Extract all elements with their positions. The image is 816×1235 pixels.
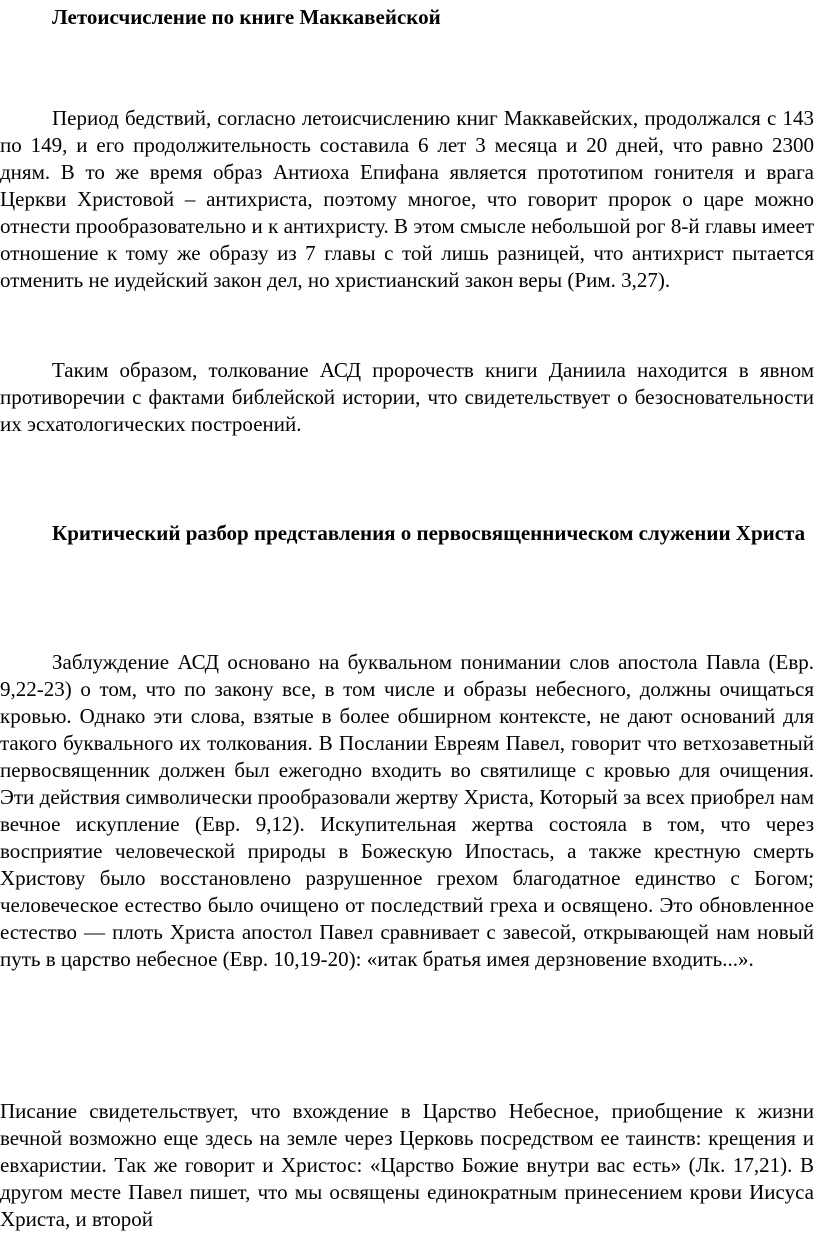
section-heading-chronology: Летоисчисление по книге Маккавейской [52,5,441,29]
paragraph-scripture-testimony: Писание свидетельствует, что вхождение в Царство Небесное, приобщение к жизни вечной возможно еще здесь на земле через Церковь посредством ее таинств: крещения и евхаристии. Так же говорит и Христос: «Царство Божие внутри вас есть» (Лк. 17,21). В другом месте Павел пишет, что мы освящены единократным принесением крови Иисуса Христа, и второй [0,1099,814,1231]
paragraph-sda-error: Заблуждение АСД основано на буквальном понимании слов апостола Павла (Евр. 9,22-23) о том, что по закону все, в том числе и образы небесного, должны очищаться кровью. Однако эти слова, взятые в более обширном контексте, не дают оснований для такого буквального их толкования. В Послании Евреям Павел, говорит что ветхозаветный первосвященник должен был ежегодно входить во святилище с кровью для очищения. Эти действия символически прообразовали жертву Христа, Который за всех приобрел нам вечное искупление (Евр. 9,12). Искупительная жертва состояла в том, что через восприятие человеческой природы в Божескую Ипостась, а также крестную смерть Христову было восстановлено разрушенное грехом благодатное единство с Богом; человеческое естество было очищено от последствий греха и освящено. Это обновленное естество — плоть Христа апостол Павел сравнивает с завесой, открывающей нам новый путь в царство небесное (Евр. 10,19-20): «итак братья имея дерзновение входить...». [0,650,814,971]
section-heading-high-priest-ministry: Критический разбор представления о первосвященническом служении Христа [52,521,806,545]
paragraph-conclusion: Таким образом, толкование АСД пророчеств книги Даниила находится в явном противоречии с фактами библейской истории, что свидетельствует о безосновательности их эсхатологических построений. [0,358,814,436]
paragraph-period-of-disasters: Период бедствий, согласно летоисчислению книг Маккавейских, продолжался с 143 по 149, и его продолжительность составила 6 лет 3 месяца и 20 дней, что равно 2300 дням. В то же время образ Антиоха Епифана является прототипом гонителя и врага Церкви Христовой – антихриста, поэтому многое, что говорит пророк о царе можно отнести прообразовательно и к антихристу. В этом смысле небольшой рог 8-й главы имеет отношение к тому же образу из 7 главы с той лишь разницей, что антихрист пытается отменить не иудейский закон дел, но христианский закон веры (Рим. 3,27). [0,106,814,292]
